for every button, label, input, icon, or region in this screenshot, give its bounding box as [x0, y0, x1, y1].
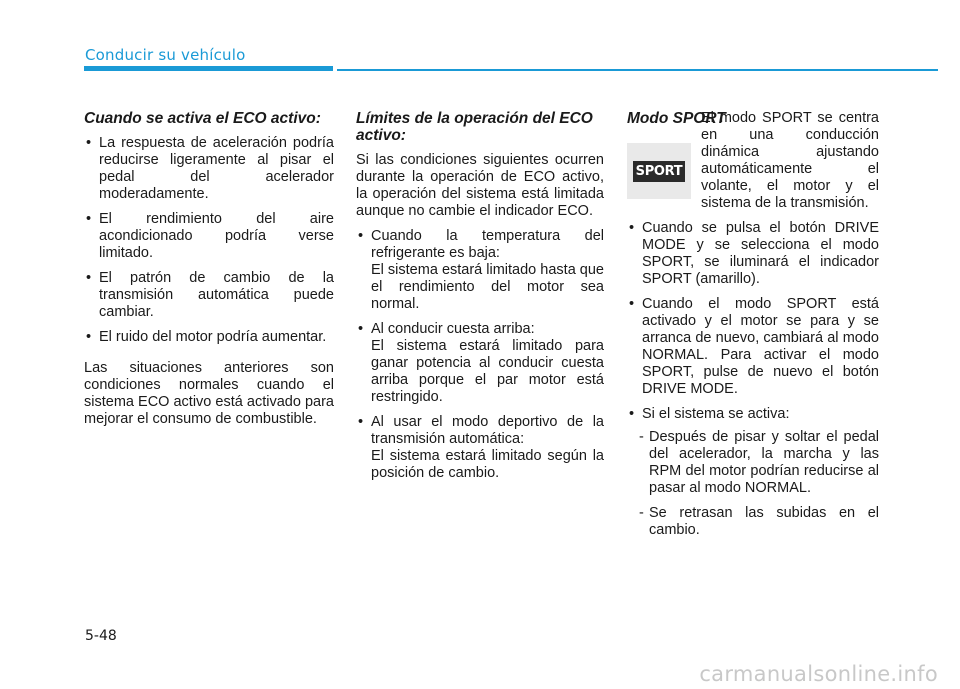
list-item: • Cuando el modo SPORT está activado y el motor se para y se arranca de nuevo, cambiará al modo NORMAL. Para activar el modo SPORT, pulse de nuevo el botón DRIVE MODE.	[627, 296, 879, 398]
list-item: • El rendimiento del aire acondicionado podría verse limitado.	[84, 211, 334, 262]
section-title: Conducir su vehículo	[85, 46, 246, 64]
page-number: 5-48	[85, 628, 117, 644]
eco-limits-heading: Límites de la operación del ECO activo:	[356, 110, 593, 144]
dash-item: - Después de pisar y soltar el pedal del acelerador, la marcha y las RPM del motor podrían reducirse al pasar al modo NORMAL.	[627, 429, 879, 497]
list-item: • El ruido del motor podría aumentar.	[84, 329, 334, 346]
list-item	[627, 406, 879, 539]
sport-intro: El modo SPORT se centra en una conducción dinámica ajustando automáticamente el volante, el motor y el sistema de la transmisión.	[701, 110, 879, 211]
column-sport-mode	[627, 110, 879, 547]
column-eco-limits	[356, 110, 604, 490]
list-item	[356, 228, 604, 313]
list-item-text: Al conducir cuesta arriba:	[371, 321, 535, 337]
list-item-sub: El sistema estará limitado según la posición de cambio.	[371, 448, 604, 481]
sport-indicator-icon	[627, 143, 691, 199]
list-item-sub: El sistema estará limitado hasta que el rendimiento del motor sea normal.	[371, 262, 604, 312]
list-item: • La respuesta de aceleración podría reducirse ligeramente al pisar el pedal del acelerador moderadamente.	[84, 135, 334, 203]
list-item-text: Cuando la temperatura del refrigerante es baja:	[371, 228, 604, 261]
list-item: • Cuando se pulsa el botón DRIVE MODE y se selecciona el modo SPORT, se iluminará el indicador SPORT (amarillo).	[627, 220, 879, 288]
list-item-sub: El sistema estará limitado para ganar potencia al conducir cuesta arriba porque el par motor está restringido.	[371, 338, 604, 405]
list-item-text: Si el sistema se activa:	[642, 406, 790, 422]
dash-item: - Se retrasan las subidas en el cambio.	[627, 505, 879, 539]
eco-active-paragraph: Las situaciones anteriores son condiciones normales cuando el sistema ECO activo está activado para mejorar el consumo de combustible.	[84, 360, 334, 427]
list-item	[356, 414, 604, 482]
header-rule-thick	[84, 66, 333, 71]
list-item	[356, 321, 604, 406]
eco-active-list	[84, 135, 334, 346]
column-eco-active	[84, 110, 334, 428]
eco-limits-list	[356, 228, 604, 482]
watermark: carmanualsonline.info	[699, 662, 938, 686]
sport-badge: SPORT	[633, 161, 686, 182]
header-rule-thin	[337, 69, 938, 71]
eco-limits-intro: Si las condiciones siguientes ocurren durante la operación de ECO activo, la operación del sistema está limitada aunque no cambie el indicador ECO.	[356, 152, 604, 219]
sport-sublist	[627, 429, 879, 539]
sport-mode-list	[627, 220, 879, 539]
sport-intro-row	[627, 110, 879, 212]
sport-mode-heading: Modo SPORT	[627, 110, 726, 127]
list-item: • El patrón de cambio de la transmisión automática puede cambiar.	[84, 270, 334, 321]
eco-active-heading: Cuando se activa el ECO activo:	[84, 110, 321, 127]
list-item-text: Al usar el modo deportivo de la transmisión automática:	[371, 414, 604, 447]
